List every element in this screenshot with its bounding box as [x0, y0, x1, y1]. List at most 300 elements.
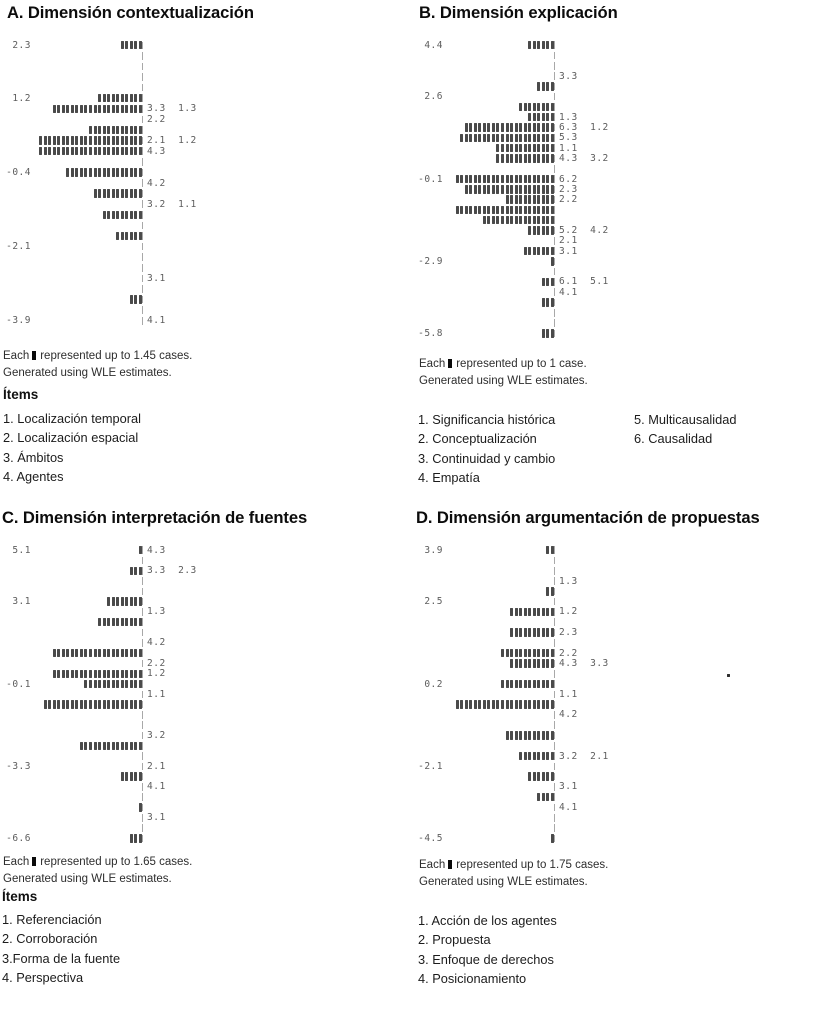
case-bar	[524, 659, 527, 667]
case-bar	[474, 123, 477, 131]
legend-suffix: represented up to 1.45 cases.	[40, 350, 193, 362]
case-bar	[537, 752, 540, 760]
scale-line-tick	[142, 608, 145, 616]
scale-line-tick	[554, 588, 557, 596]
case-bar	[98, 742, 101, 750]
case-bar	[533, 628, 536, 636]
case-bar	[460, 700, 463, 708]
map-row	[0, 627, 420, 637]
case-bar	[107, 168, 110, 176]
map-row	[0, 730, 420, 740]
dash	[142, 296, 143, 304]
case-bars	[36, 546, 142, 554]
dash	[142, 629, 143, 637]
item-legend-entry: 3. Ámbitos	[3, 449, 64, 465]
case-bar	[506, 206, 509, 214]
dash	[142, 253, 143, 261]
case-bar	[542, 298, 545, 306]
case-bar	[103, 189, 106, 197]
case-bar	[71, 105, 74, 113]
map-row	[0, 135, 420, 146]
dash	[554, 649, 555, 657]
case-bar	[103, 94, 106, 102]
scale-line-tick	[142, 691, 145, 699]
item-threshold-label: 6.3 1.2	[559, 122, 609, 134]
dash	[142, 618, 143, 626]
case-bars	[448, 628, 554, 636]
case-bars	[448, 247, 554, 255]
case-bar	[519, 123, 522, 131]
map-row	[412, 81, 840, 91]
case-bar	[524, 134, 527, 142]
case-bar	[533, 103, 536, 111]
case-bar	[533, 144, 536, 152]
case-bar	[66, 700, 69, 708]
scale-line-tick	[142, 701, 145, 709]
dash	[554, 155, 555, 163]
scale-line-tick	[142, 105, 145, 113]
scale-line-tick	[142, 721, 145, 729]
case-bar	[48, 700, 51, 708]
scale-line-tick	[142, 211, 145, 219]
case-bar	[116, 597, 119, 605]
map-row	[412, 772, 840, 782]
scale-line-tick	[554, 41, 557, 49]
case-bars	[36, 136, 142, 144]
scale-line-tick	[554, 629, 557, 637]
case-bar	[546, 587, 549, 595]
dash	[142, 126, 143, 134]
item-threshold-label: 4.2	[559, 709, 578, 721]
case-bar	[533, 41, 536, 49]
map-row	[0, 61, 420, 72]
case-bar	[515, 144, 518, 152]
case-bar	[71, 700, 74, 708]
dash	[142, 94, 143, 102]
map-row	[412, 236, 840, 246]
case-bar	[75, 649, 78, 657]
case-bar	[492, 216, 495, 224]
case-bar	[528, 226, 531, 234]
case-bar	[506, 700, 509, 708]
case-bar	[474, 134, 477, 142]
case-bar	[501, 649, 504, 657]
case-bar	[496, 700, 499, 708]
case-bar	[125, 772, 128, 780]
case-bars	[36, 670, 142, 678]
dash	[554, 567, 555, 575]
case-bar	[487, 134, 490, 142]
case-bar	[134, 295, 137, 303]
case-bar	[510, 134, 513, 142]
case-bars	[36, 772, 142, 780]
map-row	[412, 586, 840, 596]
case-bar	[478, 185, 481, 193]
case-bar	[537, 731, 540, 739]
axis-tick-label: 5.1	[12, 544, 31, 556]
wright-map-chart	[412, 40, 840, 339]
map-row	[0, 586, 420, 596]
case-bar	[524, 103, 527, 111]
case-bar	[542, 752, 545, 760]
case-bar	[524, 185, 527, 193]
case-bar	[75, 105, 78, 113]
item-threshold-label: 2.1	[147, 760, 166, 772]
dash	[142, 169, 143, 177]
case-bar	[39, 147, 42, 155]
dash	[554, 216, 555, 224]
case-bar	[542, 659, 545, 667]
dash	[554, 278, 555, 286]
dash	[142, 306, 143, 314]
case-bar	[542, 154, 545, 162]
case-bars	[36, 567, 142, 575]
case-bar	[460, 134, 463, 142]
dash	[142, 588, 143, 596]
case-bar	[112, 618, 115, 626]
case-bar	[84, 742, 87, 750]
map-row	[0, 315, 420, 326]
case-bars	[36, 680, 142, 688]
map-row	[412, 782, 840, 792]
case-bar	[84, 136, 87, 144]
case-bar	[515, 134, 518, 142]
item-threshold-label: 3.2 1.1	[147, 198, 197, 210]
dash	[554, 835, 555, 843]
case-bar	[121, 680, 124, 688]
map-row	[412, 91, 840, 101]
case-bar	[537, 628, 540, 636]
case-bar	[125, 649, 128, 657]
case-bar	[44, 700, 47, 708]
map-row	[412, 194, 840, 204]
scale-line-tick	[554, 701, 557, 709]
case-bar	[542, 329, 545, 337]
case-bar	[89, 126, 92, 134]
case-bar	[496, 123, 499, 131]
item-threshold-label: 2.2	[559, 647, 578, 659]
case-bar	[130, 649, 133, 657]
case-bar	[98, 700, 101, 708]
scale-line-tick	[554, 62, 557, 70]
scale-line-tick	[554, 72, 557, 80]
map-row	[412, 184, 840, 194]
map-row	[0, 82, 420, 93]
map-row	[0, 284, 420, 295]
case-bar	[501, 144, 504, 152]
map-row	[0, 188, 420, 199]
case-bar	[483, 700, 486, 708]
case-bar	[483, 123, 486, 131]
map-row	[0, 305, 420, 316]
case-bar	[542, 195, 545, 203]
case-bars	[448, 608, 554, 616]
scale-line-tick	[554, 608, 557, 616]
map-row	[0, 699, 420, 709]
case-bar	[546, 175, 549, 183]
case-bar	[125, 168, 128, 176]
case-bar	[130, 168, 133, 176]
case-bar	[524, 608, 527, 616]
dash	[554, 577, 555, 585]
case-bar	[66, 136, 69, 144]
case-bar	[121, 670, 124, 678]
scale-line-tick	[554, 258, 557, 266]
case-bar	[116, 649, 119, 657]
case-bar	[112, 649, 115, 657]
dash	[142, 824, 143, 832]
case-bar	[112, 94, 115, 102]
case-bar	[533, 134, 536, 142]
case-bar	[537, 123, 540, 131]
dash	[142, 73, 143, 81]
case-bar	[103, 147, 106, 155]
case-bar	[478, 123, 481, 131]
dash	[554, 206, 555, 214]
case-bar	[506, 134, 509, 142]
case-bar	[528, 185, 531, 193]
case-bar	[533, 247, 536, 255]
item-threshold-label: 2.2	[147, 113, 166, 125]
map-row	[412, 287, 840, 297]
case-bar	[533, 154, 536, 162]
case-bars	[36, 295, 142, 303]
case-bar	[57, 700, 60, 708]
case-bar	[125, 742, 128, 750]
case-bar	[112, 147, 115, 155]
map-row	[412, 215, 840, 225]
case-bar	[62, 700, 65, 708]
block-glyph-icon	[448, 860, 452, 869]
scale-line-tick	[554, 835, 557, 843]
case-bar	[533, 175, 536, 183]
case-bar	[134, 126, 137, 134]
scale-line-tick	[554, 288, 557, 296]
map-row	[0, 199, 420, 210]
dash	[142, 639, 143, 647]
panel-dimension-interpretacion-de-fuentes	[0, 505, 420, 1010]
case-bar	[546, 793, 549, 801]
case-bar	[112, 700, 115, 708]
case-bar	[121, 41, 124, 49]
case-bar	[506, 154, 509, 162]
case-bar	[53, 147, 56, 155]
case-bar	[134, 772, 137, 780]
scale-line-tick	[554, 773, 557, 781]
dash	[554, 309, 555, 317]
case-bar	[125, 211, 128, 219]
axis-tick-label: -5.8	[418, 327, 443, 339]
dash	[554, 793, 555, 801]
map-row	[0, 741, 420, 751]
scale-line-tick	[554, 546, 557, 554]
scale-line-tick	[142, 73, 145, 81]
dash	[142, 147, 143, 155]
case-bar	[524, 195, 527, 203]
case-bar	[537, 175, 540, 183]
case-bar	[546, 329, 549, 337]
case-bar	[519, 195, 522, 203]
estimates-note: Generated using WLE estimates.	[3, 873, 172, 885]
scale-line-tick	[554, 721, 557, 729]
case-bar	[53, 105, 56, 113]
scale-line-tick	[142, 296, 145, 304]
item-legend-entry: 4. Posicionamiento	[418, 971, 527, 987]
dash	[554, 814, 555, 822]
case-bar	[528, 649, 531, 657]
case-bar	[537, 793, 540, 801]
item-threshold-label: 2.3	[559, 183, 578, 195]
panel-title: D. Dimensión argumentación de propuestas	[416, 508, 760, 527]
scale-line-tick	[142, 618, 145, 626]
case-bar	[103, 168, 106, 176]
dash	[142, 211, 143, 219]
dash	[142, 691, 143, 699]
case-bar	[460, 206, 463, 214]
map-row	[412, 823, 840, 833]
case-bar	[515, 123, 518, 131]
case-bar	[483, 134, 486, 142]
map-row	[412, 669, 840, 679]
panel-dimension-explicacion	[412, 0, 840, 505]
block-legend	[419, 859, 608, 871]
item-threshold-label: 5.3	[559, 132, 578, 144]
case-bar	[62, 649, 65, 657]
dash	[554, 41, 555, 49]
map-row	[0, 167, 420, 178]
case-bar	[546, 103, 549, 111]
case-bar	[519, 659, 522, 667]
axis-tick-label: -0.4	[6, 166, 31, 178]
scale-line-tick	[142, 42, 145, 50]
case-bar	[62, 670, 65, 678]
case-bar	[483, 175, 486, 183]
map-row	[412, 112, 840, 122]
case-bar	[537, 659, 540, 667]
case-bar	[537, 144, 540, 152]
dash	[554, 62, 555, 70]
item-legend-entry: 4. Agentes	[3, 469, 64, 485]
map-row	[0, 576, 420, 586]
case-bar	[116, 126, 119, 134]
case-bar	[546, 546, 549, 554]
case-bar	[537, 113, 540, 121]
case-bars	[448, 649, 554, 657]
item-threshold-label: 4.3 3.2	[559, 152, 609, 164]
map-row	[412, 318, 840, 328]
case-bar	[501, 154, 504, 162]
map-row	[412, 555, 840, 565]
dash	[142, 546, 143, 554]
map-row	[0, 273, 420, 284]
case-bar	[134, 567, 137, 575]
case-bar	[519, 608, 522, 616]
legend-suffix: represented up to 1 case.	[456, 358, 587, 370]
case-bar	[542, 649, 545, 657]
case-bar	[542, 123, 545, 131]
case-bar	[528, 731, 531, 739]
panel-dimension-contextualizacion	[0, 0, 420, 505]
map-row	[0, 792, 420, 802]
scale-line-tick	[142, 814, 145, 822]
map-row	[412, 328, 840, 338]
case-bar	[116, 168, 119, 176]
case-bar	[496, 216, 499, 224]
map-row	[0, 761, 420, 771]
case-bar	[510, 144, 513, 152]
case-bar	[546, 680, 549, 688]
case-bar	[116, 670, 119, 678]
case-bar	[542, 134, 545, 142]
map-row	[412, 153, 840, 163]
scale-line-tick	[554, 216, 557, 224]
case-bar	[528, 134, 531, 142]
dash	[554, 288, 555, 296]
item-threshold-label: 3.1	[559, 781, 578, 793]
scale-line-tick	[142, 179, 145, 187]
scale-line-tick	[554, 711, 557, 719]
case-bar	[542, 680, 545, 688]
case-bar	[107, 742, 110, 750]
case-bar	[465, 700, 468, 708]
map-row	[0, 93, 420, 104]
scale-line-tick	[142, 598, 145, 606]
case-bar	[478, 206, 481, 214]
map-row	[0, 252, 420, 263]
case-bar	[510, 185, 513, 193]
case-bar	[533, 731, 536, 739]
case-bars	[36, 700, 142, 708]
case-bars	[36, 834, 142, 842]
dash	[554, 557, 555, 565]
dash	[142, 773, 143, 781]
case-bar	[537, 649, 540, 657]
map-row	[412, 566, 840, 576]
scale-line-tick	[554, 598, 557, 606]
scale-line-tick	[554, 319, 557, 327]
case-bar	[506, 175, 509, 183]
item-threshold-label: 2.2	[147, 657, 166, 669]
case-bar	[103, 618, 106, 626]
case-bar	[121, 168, 124, 176]
dash	[554, 742, 555, 750]
case-bar	[515, 680, 518, 688]
case-bar	[524, 628, 527, 636]
case-bar	[107, 670, 110, 678]
case-bars	[448, 752, 554, 760]
scale-line-tick	[142, 264, 145, 272]
map-row	[0, 782, 420, 792]
panel-dimension-argumentacion-de-propuestas	[412, 505, 840, 1010]
case-bar	[524, 216, 527, 224]
case-bar	[478, 134, 481, 142]
case-bar	[524, 680, 527, 688]
case-bars	[448, 103, 554, 111]
items-heading: Ítems	[3, 387, 39, 402]
scale-line-tick	[554, 804, 557, 812]
case-bar	[71, 168, 74, 176]
case-bar	[478, 700, 481, 708]
case-bars	[448, 206, 554, 214]
case-bar	[533, 608, 536, 616]
case-bar	[465, 134, 468, 142]
case-bar	[533, 113, 536, 121]
dash	[554, 670, 555, 678]
wright-map-chart	[0, 545, 420, 844]
map-row	[412, 730, 840, 740]
legend-suffix: represented up to 1.75 cases.	[456, 859, 609, 871]
case-bar	[121, 211, 124, 219]
